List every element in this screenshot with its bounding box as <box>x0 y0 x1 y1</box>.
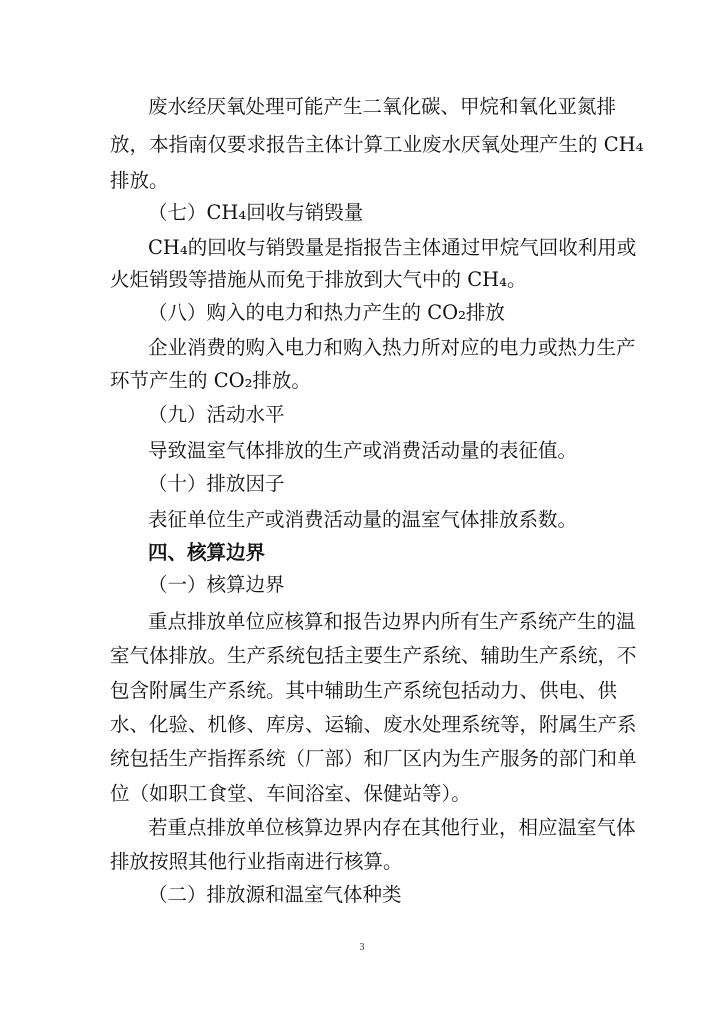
paragraph-line: 统包括生产指挥系统（厂部）和厂区内为生产服务的部门和单 <box>110 747 637 770</box>
section-heading-10: （十）排放因子 <box>148 472 285 495</box>
paragraph-line: 室气体排放。生产系统包括主要生产系统、辅助生产系统，不 <box>110 644 637 667</box>
section-heading-9: （九）活动水平 <box>148 403 285 426</box>
page-number: 3 <box>359 942 365 953</box>
paragraph-line: 重点排放单位应核算和报告边界内所有生产系统产生的温 <box>148 610 636 633</box>
subsection-heading-2: （二）排放源和温室气体种类 <box>148 883 402 906</box>
paragraph-line: 火炬销毁等措施从而免于排放到大气中的 CH₄。 <box>110 268 527 291</box>
paragraph-line: 排放。 <box>110 169 169 192</box>
paragraph-line: 企业消费的购入电力和购入热力所对应的电力或热力生产 <box>148 336 636 359</box>
paragraph-line: 水、化验、机修、库房、运输、废水处理系统等，附属生产系 <box>110 713 637 736</box>
section-heading-8: （八）购入的电力和热力产生的 CO₂排放 <box>148 301 505 324</box>
paragraph-line: 导致温室气体排放的生产或消费活动量的表征值。 <box>148 439 578 462</box>
paragraph-line: 包含附属生产系统。其中辅助生产系统包括动力、供电、供 <box>110 679 618 702</box>
paragraph-line: CH₄的回收与销毁量是指报告主体通过甲烷气回收利用或 <box>148 236 637 259</box>
paragraph-line: 放，本指南仅要求报告主体计算工业废水厌氧处理产生的 CH₄ <box>110 133 644 156</box>
paragraph-line: 若重点排放单位核算边界内存在其他行业，相应温室气体 <box>148 816 636 839</box>
section-heading-7: （七）CH₄回收与销毁量 <box>148 201 364 224</box>
chapter-heading: 四、核算边界 <box>148 541 266 564</box>
paragraph-line: 环节产生的 CO₂排放。 <box>110 369 311 392</box>
paragraph-line: 位（如职工食堂、车间浴室、保健站等）。 <box>110 782 471 805</box>
paragraph-line: 排放按照其他行业指南进行核算。 <box>110 850 403 873</box>
subsection-heading-1: （一）核算边界 <box>148 573 285 596</box>
paragraph-line: 废水经厌氧处理可能产生二氧化碳、甲烷和氧化亚氮排 <box>148 95 617 118</box>
paragraph-line: 表征单位生产或消费活动量的温室气体排放系数。 <box>148 508 578 531</box>
